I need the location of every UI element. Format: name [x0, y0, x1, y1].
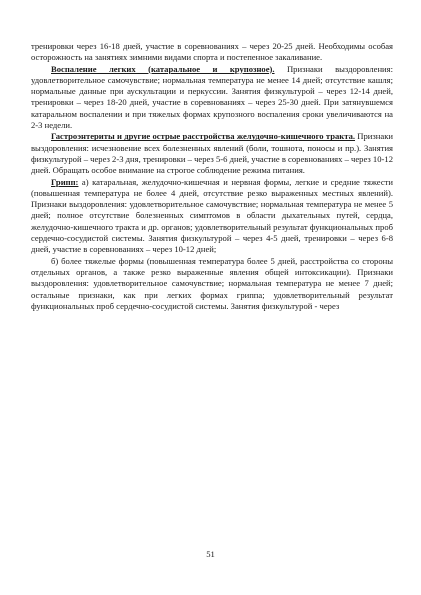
paragraph-heading: Воспаление легких (катаральное и крупозное). — [51, 63, 275, 74]
paragraph-text: б) более тяжелые формы (повышенная температура более 5 дней, расстройства со стороны отдельных органов, а также резко выраженные явления общей интоксикации). Признаки выздоровления: удовлетворительное самочувствие; нормальная температура не менее 7 дней; остальные признаки, как при легких формах гриппа; удовлетворительный результат функциональных проб сердечно-сосудистой системы. Занятия физкультурой - через — [31, 255, 393, 311]
paragraph-text: Признаки выздоровления: исчезновение всех болезненных явлений (боли, тошнота, поносы и пр.). Занятия физкультурой – через 2-3 дня, тренировки – через 5-6 дней, участие в соревнованиях – через 10-12 дней. Обращать особое внимание на строгое соблюдение режима питания. — [31, 131, 393, 176]
paragraph-influenza-severe — [31, 256, 393, 312]
paragraph-continuation — [31, 41, 393, 64]
paragraph-text: а) катаральная, желудочно-кишечная и нервная формы, легкие и средние тяжести (повышенная температура не более 4 дней, отсутствие резко выраженных местных явлений). Признаки выздоровления: удовлетворительное самочувствие; нормальная температура не менее 5 дней; полное отсутствие болезненных симптомов в области дыхательных путей, сердца, желудочно-кишечного тракта и др. органов; удовлетворительный результат функциональных проб сердечно-сосудистой системы. Занятия физкультурой – через 4-5 дней, тренировки – через 6-8 дней, участие в соревнованиях – через 10-12 дней; — [31, 176, 393, 255]
page-body — [31, 41, 393, 312]
paragraph-gastroenteritis — [31, 131, 393, 176]
paragraph-heading: Грипп: — [51, 176, 79, 187]
paragraph-pneumonia — [31, 64, 393, 132]
paragraph-influenza — [31, 177, 393, 256]
paragraph-text: тренировки через 16-18 дней, участие в соревнованиях – через 20-25 дней. Необходимы особая осторожность на занятиях зимними видами спорта и постепенное закаливание. — [31, 41, 393, 63]
paragraph-text: Признаки выздоровления: удовлетворительное самочувствие; нормальная температура не менее 14 дней; отсутствие кашля; нормальные данные при аускультации и перкуссии. Занятия физкультурой – через 12-14 дней, тренировки – через 18-20 дней, участие в соревнованиях – через 25-30 дней. При затянувшемся катаральном воспалении и при тяжелых формах крупозного воспаления сроки увеличиваются на 2-3 недели. — [31, 63, 393, 131]
page-number: 51 — [206, 549, 215, 559]
paragraph-heading: Гастроэнтериты и другие острые расстройства желудочно-кишечного тракта. — [51, 131, 356, 142]
